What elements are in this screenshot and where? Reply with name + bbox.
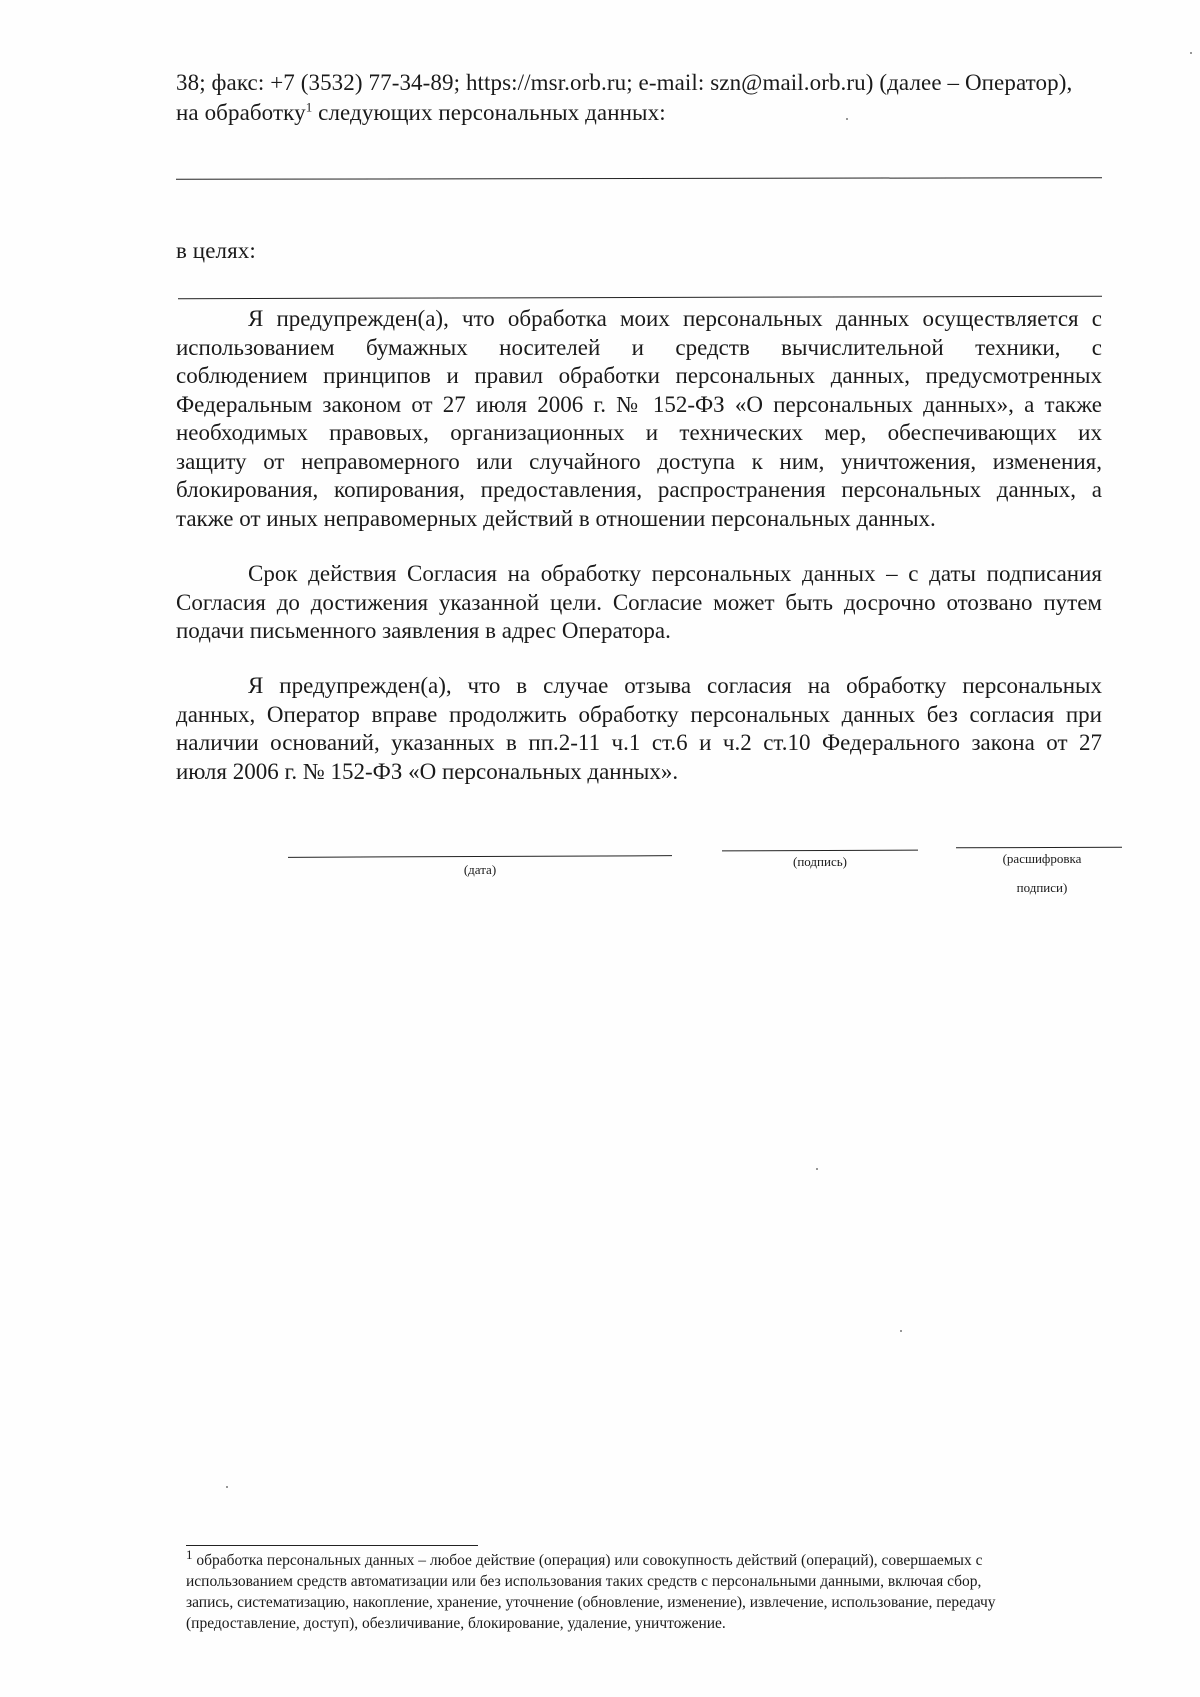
- footnote-marker: 1: [186, 1546, 193, 1562]
- footnote-text: обработка персональных данных – любое действие (операция) или совокупность действий (операций), совершаемых с: [192, 1552, 983, 1569]
- paragraph-line: Согласия до достижения указанной цели. Согласие может быть досрочно отозвано путем: [176, 589, 1102, 615]
- paragraph-line: Я предупрежден(а), что обработка моих персональных данных осуществляется с: [248, 306, 1102, 331]
- scan-speck: [846, 118, 848, 120]
- signature-decode-caption-line-1: (расшифровка: [1002, 851, 1082, 866]
- footnote-line: (предоставление, доступ), обезличивание, блокирование, удаление, уничтожение.: [186, 1615, 726, 1632]
- paragraph-line: подачи письменного заявления в адрес Оператора.: [176, 618, 671, 643]
- paragraph-withdrawal-warning: [176, 672, 1102, 786]
- scan-speck: [900, 1330, 902, 1332]
- header-line-2-end: следующих персональных данных:: [312, 100, 666, 125]
- scan-speck: [226, 1486, 228, 1488]
- paragraph-line: Федеральным законом от 27 июля 2006 г. № 152-ФЗ «О персональных данных», а также: [176, 391, 1102, 417]
- scan-speck: [1190, 52, 1192, 54]
- footnote-line: запись, систематизацию, накопление, хранение, уточнение (обновление, изменение), извлечение, использование, передачу: [186, 1594, 996, 1611]
- paragraph-line: Срок действия Согласия на обработку персональных данных – с даты подписания: [248, 561, 1102, 586]
- date-blank-line[interactable]: [288, 855, 672, 858]
- paragraph-line: Я предупрежден(а), что в случае отзыва согласия на обработку персональных: [248, 673, 1102, 698]
- header-text: [176, 68, 1102, 128]
- signature-blank-line[interactable]: [722, 850, 918, 852]
- footnote-reference: 1: [305, 99, 313, 115]
- paragraph-line: соблюдением принципов и правил обработки персональных данных, предусмотренных: [176, 363, 1102, 388]
- paragraph-consent-term: [176, 560, 1102, 646]
- paragraph-line: также от иных неправомерных действий в отношении персональных данных.: [176, 505, 936, 531]
- header-line-1: 38; факс: +7 (3532) 77-34-89; https://msr.orb.ru; e-mail: szn@mail.orb.ru) (далее – Оператор),: [176, 70, 1073, 95]
- header-line-2-start: на обработку: [176, 100, 306, 125]
- personal-data-blank-line[interactable]: [176, 177, 1102, 180]
- paragraph-line: защиту от неправомерного или случайного доступа к ним, уничтожения, изменения,: [176, 448, 1102, 474]
- footnote-line: использованием средств автоматизации или без использования таких средств с персональными данными, включая сбор,: [186, 1573, 982, 1590]
- footnote: [186, 1546, 1136, 1634]
- paragraph-line: необходимых правовых, организационных и технических мер, обеспечивающих их: [176, 420, 1102, 445]
- paragraph-line: блокирования, копирования, предоставления, распространения персональных данных, а: [176, 477, 1102, 502]
- header-line-2: [176, 98, 1102, 128]
- paragraph-line: наличии оснований, указанных в пп.2-11 ч.1 ст.6 и ч.2 ст.10 Федерального закона от 27: [176, 730, 1102, 755]
- purpose-block: [176, 236, 1102, 266]
- footnote-separator: [186, 1545, 478, 1546]
- purpose-blank-line[interactable]: [178, 296, 1102, 299]
- date-caption: (дата): [463, 862, 497, 877]
- paragraph-line: данных, Оператор вправе продолжить обработку персональных данных без согласия при: [176, 701, 1102, 727]
- scan-speck: [816, 1168, 818, 1170]
- footnote-line-1: [186, 1546, 1136, 1571]
- purpose-label: в целях:: [176, 238, 256, 263]
- signature-decode-caption-line-2: подписи): [1016, 880, 1068, 895]
- paragraph-line: использованием бумажных носителей и средств вычислительной техники, с: [176, 334, 1102, 360]
- paragraph-line: июля 2006 г. № 152-ФЗ «О персональных данных».: [176, 758, 679, 784]
- signature-decode-blank-line[interactable]: [956, 847, 1122, 849]
- paragraph-warning-processing: [176, 305, 1102, 533]
- signature-caption: (подпись): [793, 854, 847, 869]
